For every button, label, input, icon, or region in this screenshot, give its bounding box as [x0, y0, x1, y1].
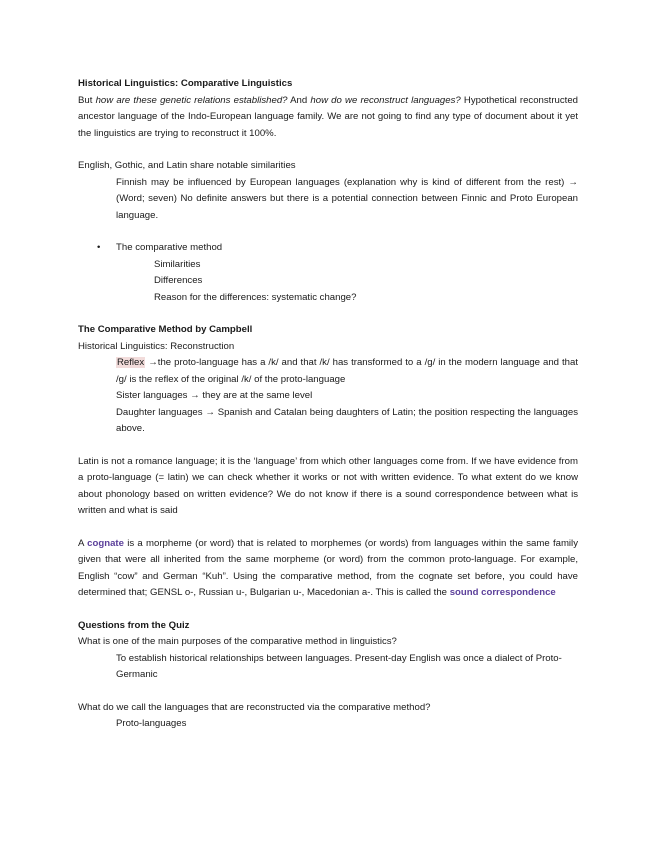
daughter-languages: Daughter languages → Spanish and Catalan being daughters of Latin; the position respecting the languages above.	[116, 406, 578, 434]
quiz-heading: Questions from the Quiz	[78, 619, 190, 631]
document-title: Historical Linguistics: Comparative Linguistics	[78, 78, 293, 89]
intro-paragraph	[78, 93, 578, 143]
document-page	[78, 76, 578, 733]
intro-text-end: Hypothetical reconstructed ancestor language of the Indo-European language family. We are not going to find any type of document about it yet the linguistics are trying to reconstruct it 100%.	[78, 94, 579, 139]
quiz-question-2: What do we call the languages that are reconstructed via the comparative method?	[78, 701, 431, 713]
bullet-icon: •	[97, 242, 101, 253]
quiz-question-1: What is one of the main purposes of the comparative method in linguistics?	[78, 636, 397, 647]
method-item-reason: Reason for the differences: systematic change?	[154, 291, 357, 303]
method-item-similarities: Similarities	[154, 258, 201, 270]
reflex-definition	[116, 355, 578, 388]
quiz-answer-1: To establish historical relationships between languages. Present-day English was once a dialect of Proto-Germanic	[116, 652, 562, 680]
sister-languages: Sister languages → they are at the same level	[116, 390, 313, 401]
reflex-text: →the proto-language has a /k/ and that /k/ has transformed to a /g/ in the modern language and that /g/ is the reflex of the original /k/ of the proto-language	[116, 357, 578, 385]
question-reconstruct: how do we reconstruct languages?	[310, 94, 461, 106]
campbell-subheading: Historical Linguistics: Reconstruction	[78, 340, 235, 352]
sound-correspondence-term: sound correspondence	[449, 587, 556, 598]
comparative-method-bullet	[97, 240, 578, 257]
quiz-answer-2: Proto-languages	[116, 718, 187, 729]
campbell-heading: The Comparative Method by Campbell	[78, 324, 253, 335]
question-genetic-relations: how are these genetic relations established?	[95, 94, 288, 106]
finnish-note: Finnish may be influenced by European languages (explanation why is kind of different from the rest) → (Word; seven) No definite answers but there is a potential connection between Finnic and Proto European language.	[116, 176, 578, 221]
similarities-line: English, Gothic, and Latin share notable similarities	[78, 160, 296, 171]
cognate-body: is a morpheme (or word) that is related to morphemes (or words) from languages within the same family given that were all inherited from the same morpheme (or word) from the common proto-language. For example, English “cow” and German “Kuh”. Using the comparative method, from the cognate set before, you could have determined that; GENSL o-, Russian u-, Bulgarian u-, Macedonian a-. This is called the	[78, 537, 578, 598]
cognate-paragraph	[78, 536, 578, 602]
reflex-term: Reflex	[117, 357, 145, 368]
method-item-differences: Differences	[154, 275, 203, 286]
cognate-pre: A	[78, 537, 88, 549]
intro-text-start: But	[78, 94, 96, 106]
comparative-method-label: The comparative method	[116, 242, 223, 253]
cognate-term: cognate	[87, 537, 124, 549]
latin-paragraph: Latin is not a romance language; it is the ‘language’ from which other languages come from. If we have evidence from a proto-language (= latin) we can check whether it works or not with written evidence. To what extent do we know about phonology based on written evidence? We do not know if there is a sound correspondence between what is written and what is said	[78, 455, 578, 516]
intro-text-mid: And	[287, 94, 311, 106]
